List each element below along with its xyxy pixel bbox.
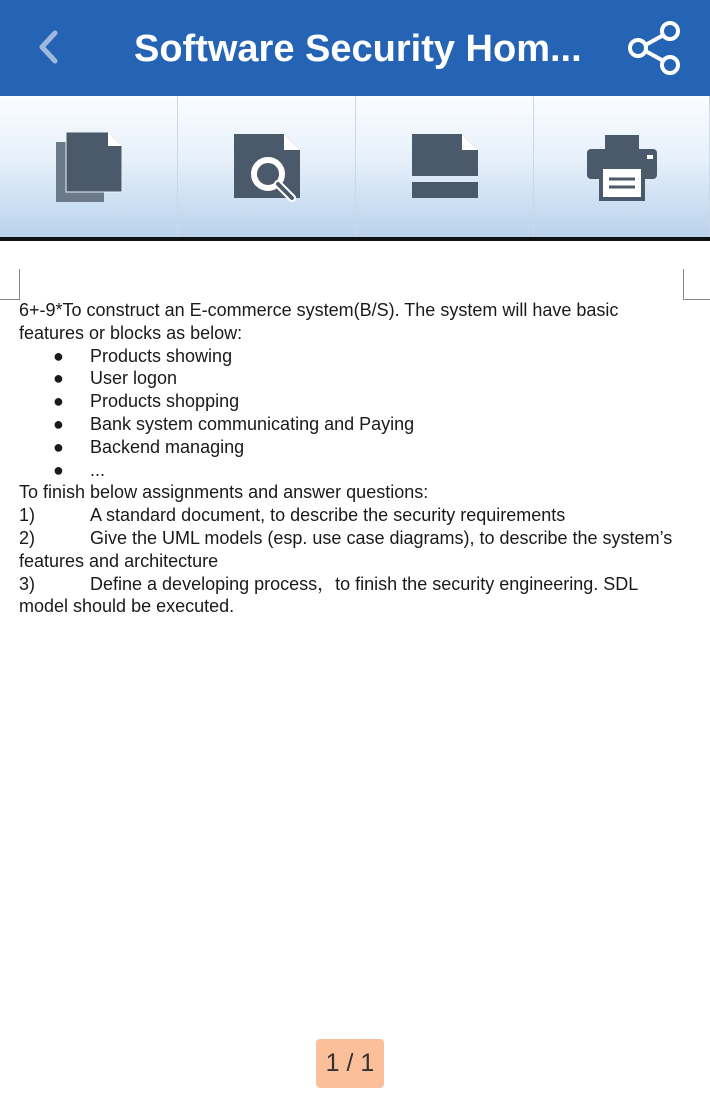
item-text: Define a developing process，to finish the security engineering. SDL model should be executed. (19, 573, 638, 617)
list-item-text: Bank system communicating and Paying (90, 413, 415, 434)
chevron-left-icon (37, 30, 59, 64)
numbered-item (19, 504, 679, 527)
item-text: A standard document, to describe the security requirements (90, 505, 566, 526)
page-layout-button[interactable] (356, 96, 534, 237)
margin-corner-left (0, 269, 20, 300)
numbered-item (19, 573, 679, 619)
document-title: Software Security Hom... (134, 28, 582, 70)
intro-paragraph: 6+-9*To construct an E-commerce system(B/S). The system will have basic features or blocks as below: (19, 300, 619, 343)
bullet-symbol: ● (53, 368, 64, 389)
list-item-text: ... (90, 459, 106, 480)
list-item (19, 436, 679, 459)
item-text: Give the UML models (esp. use case diagrams), to describe the system’s features and architecture (19, 527, 673, 571)
list-item-text: User logon (90, 368, 178, 389)
bullet-symbol: ● (53, 459, 64, 480)
search-document-button[interactable] (178, 96, 356, 237)
document-content (19, 299, 679, 618)
numbered-item (19, 527, 679, 573)
copy-pages-icon (54, 130, 124, 204)
back-button[interactable] (28, 22, 68, 72)
list-item-text: Backend managing (90, 436, 245, 457)
toolbar (0, 96, 710, 237)
printer-icon (585, 133, 659, 201)
margin-corner-right (683, 269, 710, 300)
share-icon (624, 20, 684, 76)
document-page[interactable] (0, 241, 710, 1021)
list-item (19, 345, 679, 368)
copy-pages-button[interactable] (0, 96, 178, 237)
page-indicator: 1 / 1 (316, 1039, 384, 1088)
item-number: 2) (19, 527, 36, 548)
bullet-symbol: ● (53, 391, 64, 412)
list-item (19, 413, 679, 436)
bullet-symbol: ● (53, 436, 64, 457)
print-button[interactable] (534, 96, 710, 237)
bullet-symbol: ● (53, 413, 64, 434)
item-number: 3) (19, 573, 36, 594)
bullet-symbol: ● (53, 345, 64, 366)
page-layout-icon (410, 132, 480, 202)
list-item (19, 367, 679, 390)
item-number: 1) (19, 505, 36, 526)
list-item (19, 459, 679, 482)
assignments-heading: To finish below assignments and answer questions: (19, 482, 429, 503)
list-item (19, 390, 679, 413)
document-search-icon (232, 132, 302, 202)
share-button[interactable] (624, 20, 684, 76)
title-bar (0, 0, 710, 96)
list-item-text: Products showing (90, 345, 233, 366)
list-item-text: Products shopping (90, 391, 240, 412)
